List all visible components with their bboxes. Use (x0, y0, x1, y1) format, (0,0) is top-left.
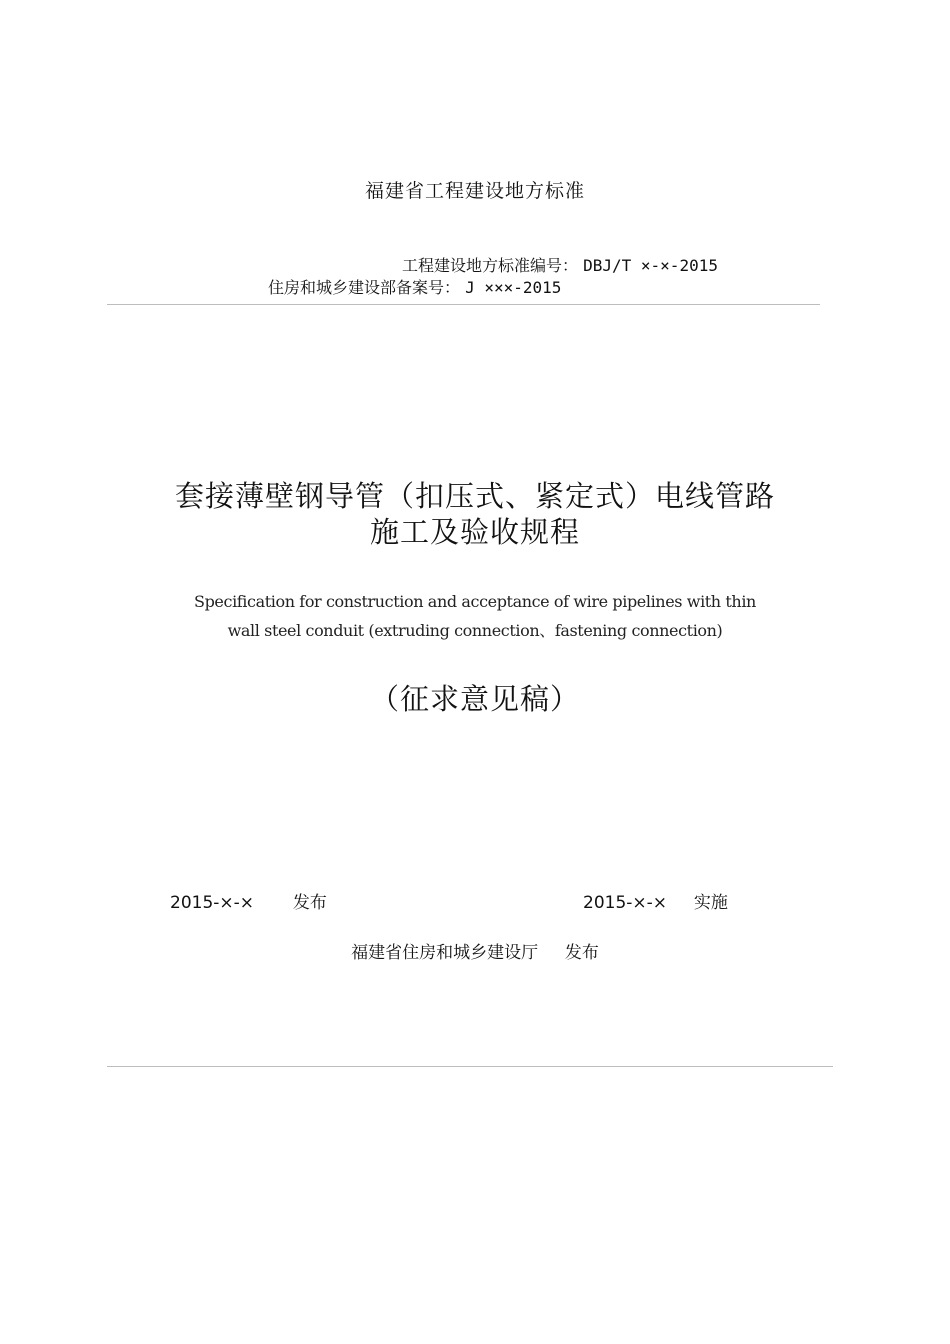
implement-date: 2015-×-× (583, 893, 668, 913)
issue-label: 发布 (292, 893, 327, 913)
title-zh-line1: 套接薄壁钢导管（扣压式、紧定式）电线管路 (174, 479, 775, 513)
standard-number-label: 工程建设地方标准编号： (402, 256, 579, 275)
issue-date: 2015-×-× (170, 893, 255, 913)
publisher-line (0, 938, 950, 963)
implement-label: 实施 (693, 893, 728, 913)
issue-date-block (170, 888, 327, 913)
standard-category: 福建省工程建设地方标准 (364, 180, 585, 202)
title-zh-line2: 施工及验收规程 (369, 515, 580, 549)
title-en-line1: Specification for construction and acceptance of wire pipelines with thin (194, 592, 756, 611)
top-divider (107, 304, 820, 305)
record-number-value: J ×××-2015 (465, 278, 562, 297)
draft-status: （征求意见稿） (369, 682, 580, 716)
bottom-divider (107, 1066, 833, 1067)
publisher: 福建省住房和城乡建设厅 (351, 943, 539, 963)
title-en-line2: wall steel conduit (extruding connection、fastening connection) (227, 621, 723, 640)
record-number-label: 住房和城乡建设部备案号： (268, 278, 461, 297)
record-number (268, 275, 561, 298)
publish-label: 发布 (564, 943, 599, 963)
standard-number-value: DBJ/T ×-×-2015 (583, 256, 718, 275)
implement-date-block (583, 888, 728, 913)
standard-number (402, 253, 718, 276)
